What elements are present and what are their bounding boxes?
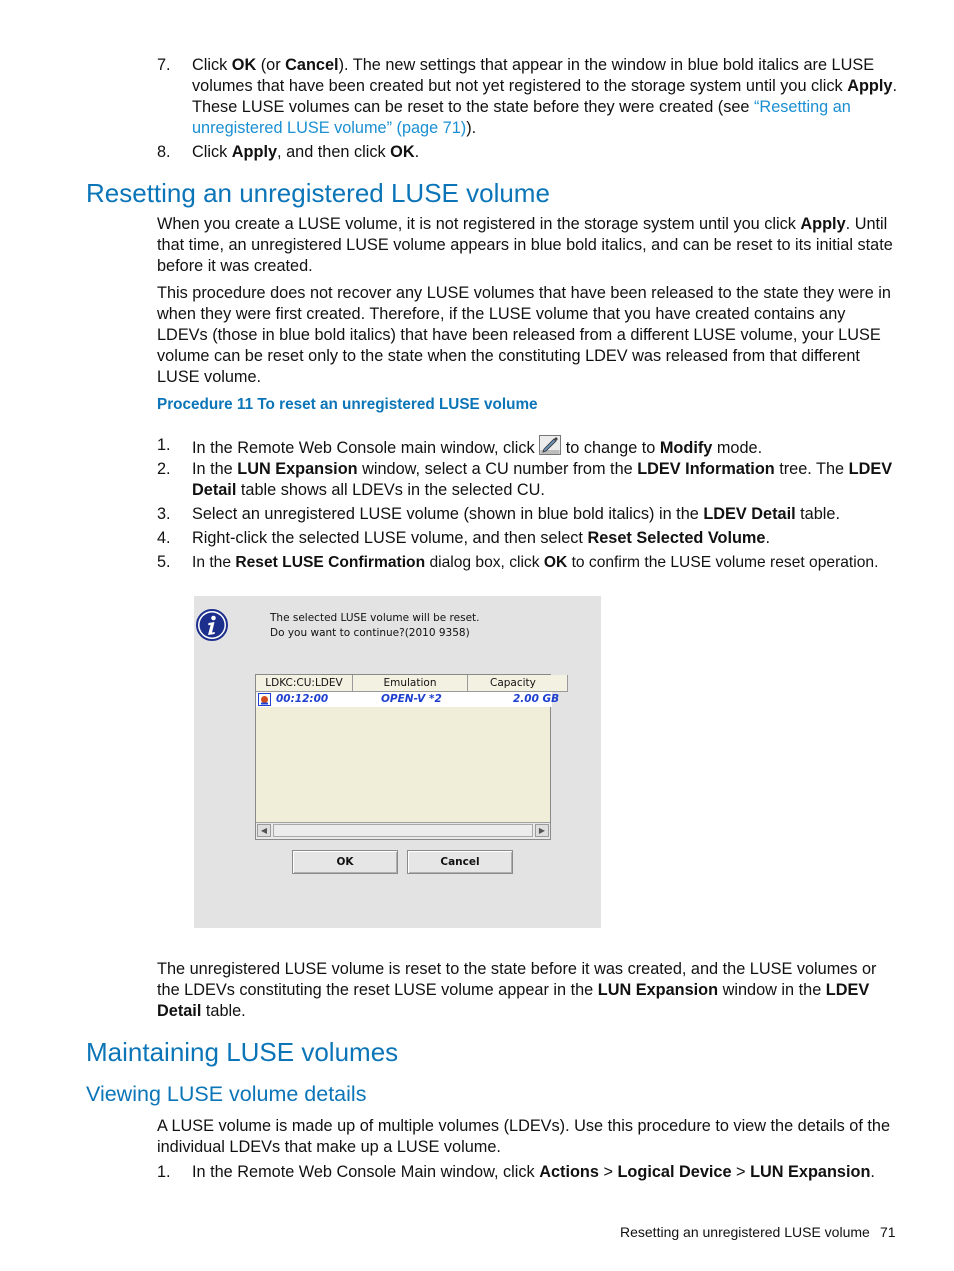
step-number: 7. — [157, 56, 171, 74]
info-icon — [196, 609, 228, 641]
luse-volume-table — [255, 674, 560, 840]
dialog-message-line-1: The selected LUSE volume will be reset. — [270, 612, 480, 624]
step-number: 3. — [157, 505, 171, 523]
step-text: Right-click the selected LUSE volume, and then select Reset Selected Volume. — [192, 529, 770, 547]
cell-emulation: OPEN-V *2 — [381, 693, 442, 705]
step-number: 4. — [157, 529, 171, 547]
footer-title: Resetting an unregistered LUSE volume — [620, 1224, 870, 1240]
subsection-heading-viewing: Viewing LUSE volume details — [86, 1082, 367, 1106]
reset-luse-confirmation-dialog — [194, 596, 601, 928]
step-text: In the Reset LUSE Confirmation dialog box, click OK to confirm the LUSE volume reset operation. — [192, 554, 879, 571]
scroll-left-icon[interactable]: ◀ — [257, 824, 271, 837]
scroll-thumb[interactable] — [273, 824, 533, 837]
ok-button[interactable]: OK — [292, 850, 398, 874]
column-header-emulation[interactable]: Emulation — [353, 675, 468, 692]
step-text: In the Remote Web Console Main window, click Actions > Logical Device > LUN Expansion. — [192, 1163, 875, 1181]
step-number: 2. — [157, 460, 171, 478]
paragraph-reset-intro: When you create a LUSE volume, it is not registered in the storage system until you click Apply. Until that time, an unregistered LUSE volume appears in blue bold italics, and can be reset to its initial state before it was created. — [157, 215, 893, 275]
horizontal-scrollbar[interactable] — [256, 822, 550, 839]
cancel-button[interactable]: Cancel — [407, 850, 513, 874]
scroll-right-icon[interactable]: ▶ — [535, 824, 549, 837]
step-number: 5. — [157, 553, 171, 571]
section-heading-reset: Resetting an unregistered LUSE volume — [86, 178, 550, 208]
procedure-title: Procedure 11 To reset an unregistered LUSE volume — [157, 396, 538, 413]
page-number: 71 — [880, 1224, 896, 1240]
volume-row-icon — [258, 693, 271, 706]
step-text: Select an unregistered LUSE volume (shown in blue bold italics) in the LDEV Detail table. — [192, 505, 840, 523]
modify-mode-icon — [539, 435, 561, 455]
step-text: In the Remote Web Console main window, click to change to Modify mode. — [192, 435, 899, 459]
paragraph-viewing-intro: A LUSE volume is made up of multiple volumes (LDEVs). Use this procedure to view the details of the individual LDEVs that make up a LUSE volume. — [157, 1117, 890, 1156]
cross-reference-link[interactable]: “Resetting an unregistered LUSE volume” (page 71) — [192, 98, 851, 137]
paragraph-reset-note: This procedure does not recover any LUSE volumes that have been released to the state they were in when they were first created. Therefore, if the LUSE volume that you have created contains any LDEVs (those in blue bold italics) that have been released from a different LUSE volume, your LUSE volume can be reset only to the state when the constituting LDEV was released from that different LUSE volume. — [157, 284, 891, 386]
step-text: In the LUN Expansion window, select a CU number from the LDEV Information tree. The LDEV Detail table shows all LDEVs in the selected CU. — [192, 460, 893, 499]
step-number: 1. — [157, 1163, 171, 1181]
dialog-message-line-2: Do you want to continue?(2010 9358) — [270, 627, 470, 639]
step-text: Click OK (or Cancel). The new settings that appear in the window in blue bold italics are LUSE volumes that have been created but not yet registered to the storage system until you click Apply. These LUSE volumes can be reset to the state before they were created (see “Resetting an unregistered LUSE volume” (page 71)). — [192, 56, 897, 137]
step-number: 8. — [157, 143, 171, 161]
paragraph-reset-result: The unregistered LUSE volume is reset to the state before it was created, and the LUSE volumes or the LDEVs constituting the reset LUSE volume appear in the LUN Expansion window in the LDEV Detail table. — [157, 960, 877, 1020]
column-header-capacity[interactable]: Capacity — [468, 675, 568, 692]
step-number: 1. — [157, 436, 171, 454]
section-heading-maintaining: Maintaining LUSE volumes — [86, 1037, 399, 1067]
table-row[interactable] — [256, 692, 560, 707]
cell-capacity: 2.00 GB — [513, 693, 560, 705]
step-text: Click Apply, and then click OK. — [192, 143, 420, 161]
column-header-ldev[interactable]: LDKC:CU:LDEV — [256, 675, 353, 692]
cell-ldev: 00:12:00 — [276, 693, 329, 705]
